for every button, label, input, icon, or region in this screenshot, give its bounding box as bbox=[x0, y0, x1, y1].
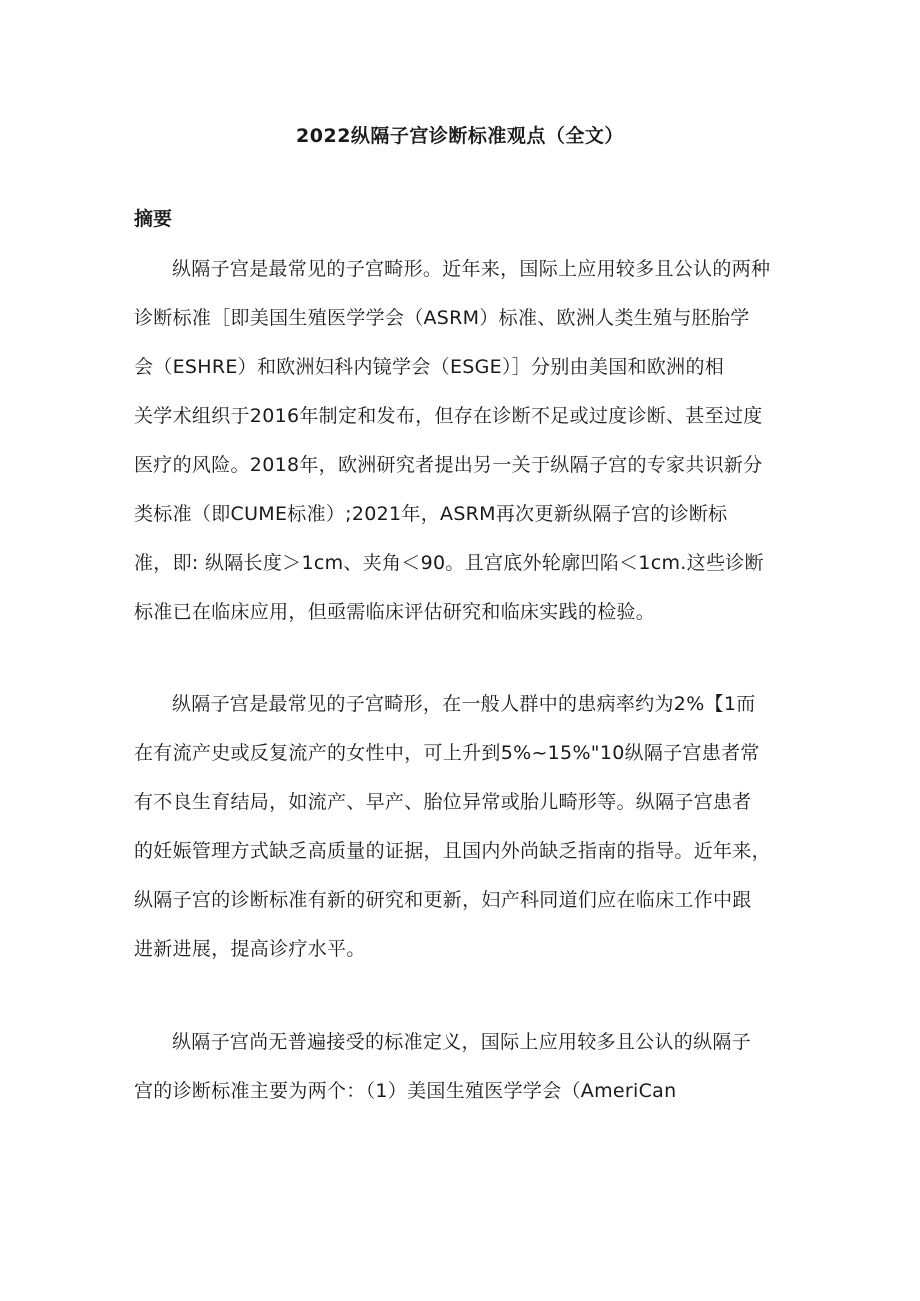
abstract-heading: 摘要 bbox=[134, 208, 173, 230]
body-paragraph-1 bbox=[134, 680, 798, 974]
text-line: 医疗的风险。2018年，欧洲研究者提出另一关于纵隔子宫的专家共识新分 bbox=[134, 454, 763, 476]
document-title: 2022纵隔子宫诊断标准观点（全文） bbox=[296, 125, 624, 147]
text-line: 纵隔子宫是最常见的子宫畸形，在一般人群中的患病率约为2%【1而 bbox=[172, 693, 756, 715]
text-line: 在有流产史或反复流产的女性中，可上升到5%~15%"10纵隔子宫患者常 bbox=[134, 742, 760, 764]
text-line: 标准已在临床应用，但亟需临床评估研究和临床实践的检验。 bbox=[134, 601, 656, 623]
text-line: 有不良生育结局，如流产、早产、胎位异常或胎儿畸形等。纵隔子宫患者 bbox=[134, 791, 752, 813]
text-line: 纵隔子宫的诊断标准有新的研究和更新，妇产科同道们应在临床工作中跟 bbox=[134, 889, 752, 911]
text-line: 的妊娠管理方式缺乏高质量的证据，且国内外尚缺乏指南的指导。近年来， bbox=[134, 840, 771, 862]
text-line: 类标准（即CUME标准）;2021年，ASRM再次更新纵隔子宫的诊断标 bbox=[134, 503, 728, 525]
text-line: 关学术组织于2016年制定和发布，但存在诊断不足或过度诊断、甚至过度 bbox=[134, 405, 763, 427]
text-line: 准，即: 纵隔长度＞1cm、夹角＜90。且宫底外轮廓凹陷＜1cm.这些诊断 bbox=[134, 552, 764, 574]
abstract-paragraph bbox=[134, 245, 798, 637]
text-line: 诊断标准［即美国生殖医学学会（ASRM）标准、欧洲人类生殖与胚胎学 bbox=[134, 307, 750, 329]
text-line: 宫的诊断标准主要为两个：（1）美国生殖医学学会（AmeriCan bbox=[134, 1080, 677, 1102]
body-paragraph-2 bbox=[134, 1018, 798, 1116]
text-line: 纵隔子宫尚无普遍接受的标准定义，国际上应用较多且公认的纵隔子 bbox=[172, 1031, 752, 1053]
text-line: 纵隔子宫是最常见的子宫畸形。近年来，国际上应用较多且公认的两种 bbox=[172, 258, 771, 280]
text-line: 进新进展，提高诊疗水平。 bbox=[134, 938, 366, 960]
text-line: 会（ESHRE）和欧洲妇科内镜学会（ESGE）］分别由美国和欧洲的相 bbox=[134, 356, 725, 378]
